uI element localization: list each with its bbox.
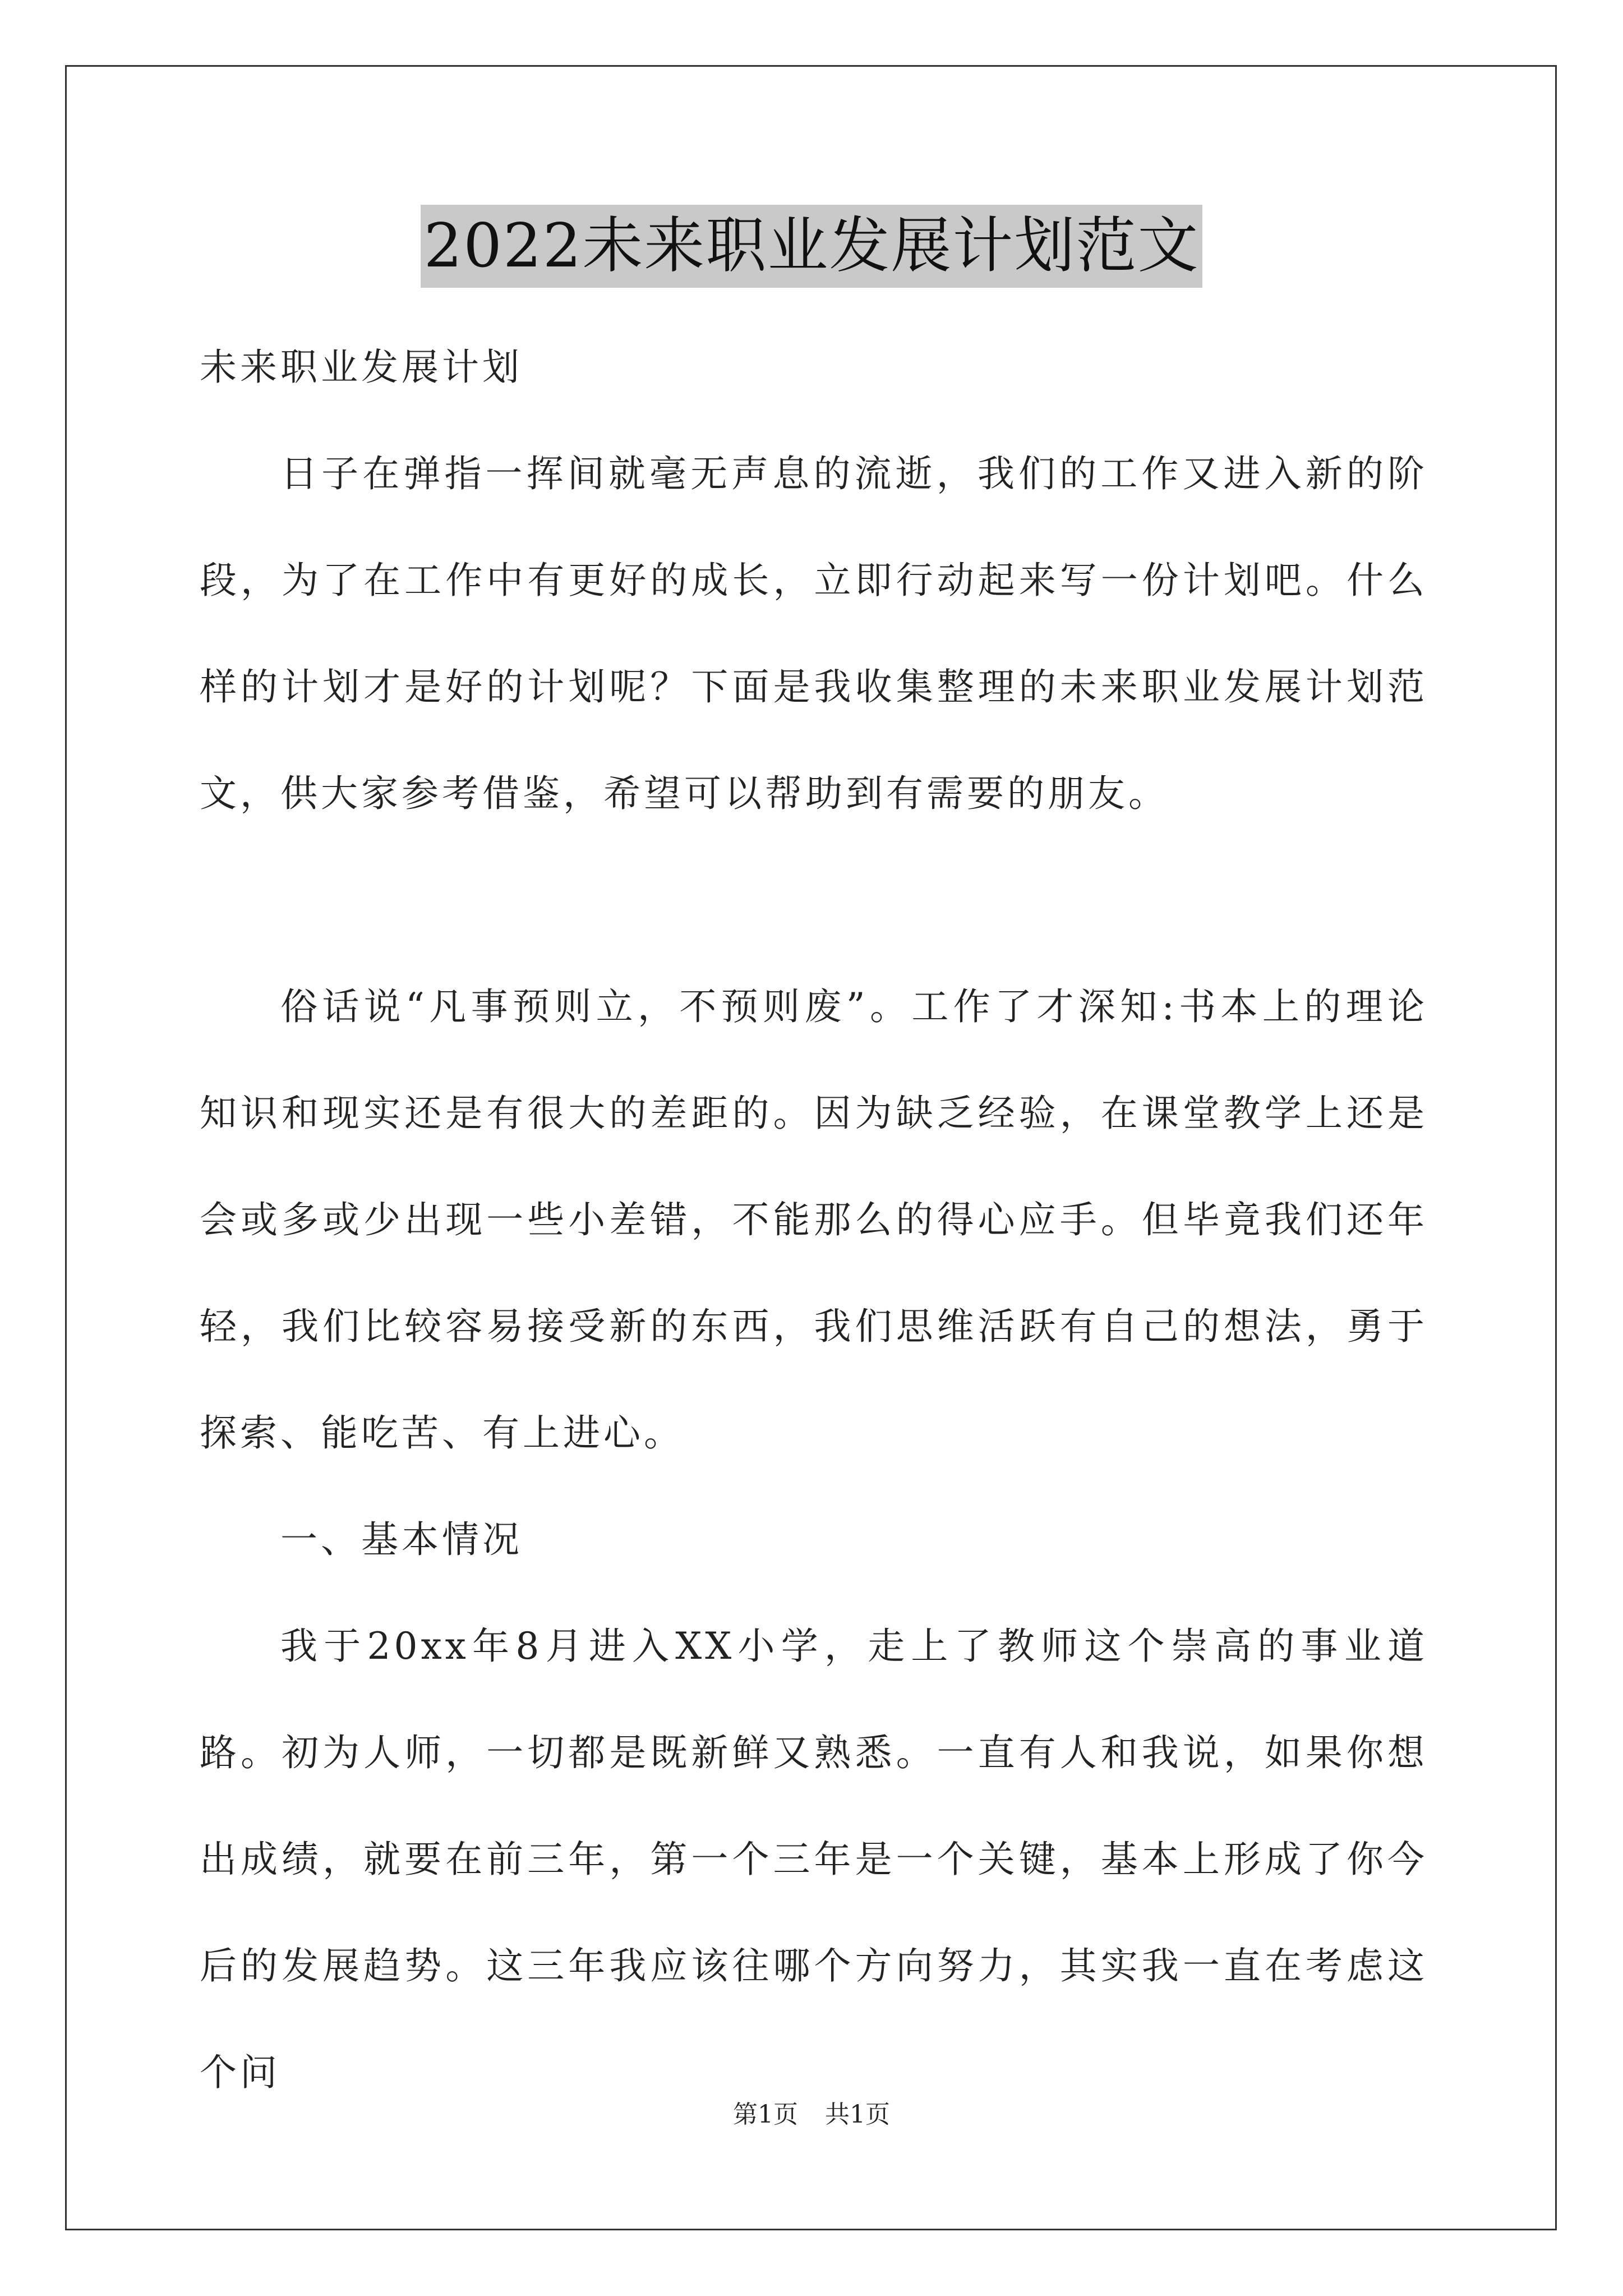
- page-number: 第1页: [733, 2100, 798, 2129]
- paragraph-basic-situation: 我于20xx年8月进入XX小学，走上了教师这个崇高的事业道路。初为人师，一切都是既新鲜又熟悉。一直有人和我说，如果你想出成绩，就要在前三年，第一个三年是一个关键，基本上形成了你今后的发展趋势。这三年我应该往哪个方向努力，其实我一直在考虑这个问: [200, 1625, 1428, 2094]
- document-body: [200, 314, 1428, 2126]
- document-title: 2022未来职业发展计划范文: [421, 205, 1203, 288]
- paragraph-subtitle: 未来职业发展计划: [200, 346, 523, 389]
- blank-line: [200, 847, 1428, 954]
- section-heading-basic: 一、基本情况: [280, 1518, 523, 1561]
- paragraph-saying: 俗话说“凡事预则立，不预则废”。工作了才深知:书本上的理论知识和现实还是有很大的差距的。因为缺乏经验，在课堂教学上还是会或多或少出现一些小差错，不能那么的得心应手。但毕竟我们还年轻，我们比较容易接受新的东西，我们思维活跃有自己的想法，勇于探索、能吃苦、有上进心。: [200, 985, 1428, 1455]
- page-total: 共1页: [825, 2100, 890, 2129]
- title-container: [0, 205, 1623, 288]
- page-footer: [0, 2098, 1623, 2132]
- paragraph-intro: 日子在弹指一挥间就毫无声息的流逝，我们的工作又进入新的阶段，为了在工作中有更好的成长，立即行动起来写一份计划吧。什么样的计划才是好的计划呢？下面是我收集整理的未来职业发展计划范文，供大家参考借鉴，希望可以帮助到有需要的朋友。: [200, 452, 1428, 815]
